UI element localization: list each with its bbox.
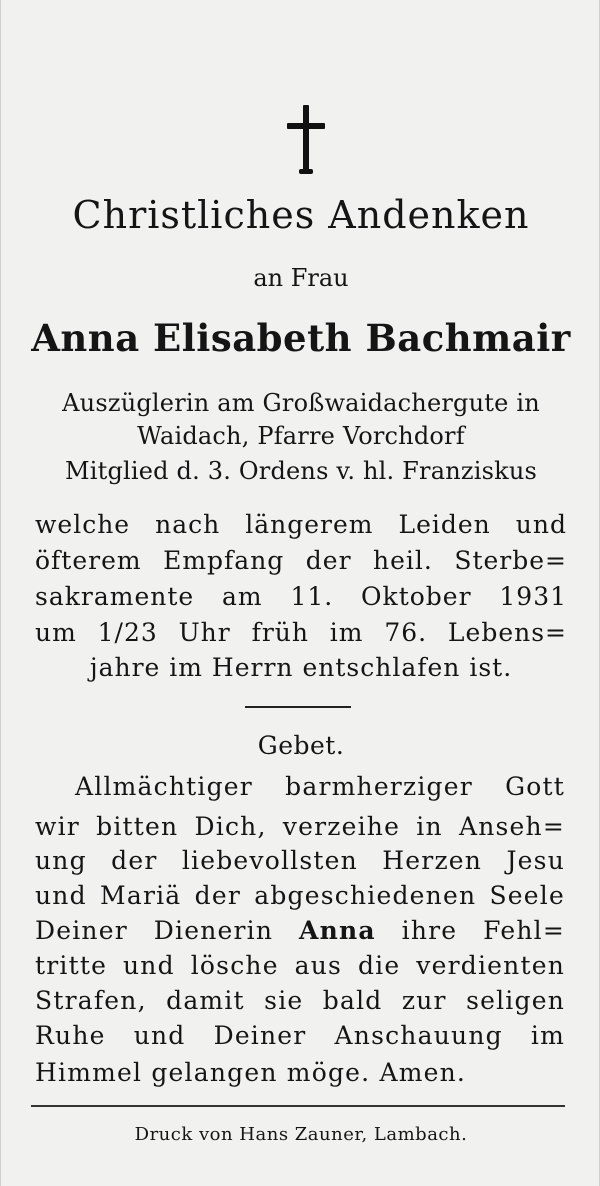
description-line: Waidach, Pfarre Vorchdorf [137,422,465,450]
death-text-line: öfterem Empfang der heil. Sterbe= [35,546,567,575]
prayer-line: wir bitten Dich, verzeihe in Anseh= [35,812,565,841]
death-text-line: sakramente am 11. Oktober 1931 [35,582,567,611]
prayer-line: tritte und lösche aus die verdienten [35,951,565,980]
death-text-line: welche nach längerem Leiden und [35,510,567,539]
prayer-line: und Mariä der abgeschiedenen Seele [35,881,565,910]
latin-cross-icon [287,105,325,175]
deceased-name: Anna Elisabeth Bachmair [31,316,571,360]
prayer-line: Strafen, damit sie bald zur seligen [35,986,565,1015]
prayer-line: Himmel gelangen möge. Amen. [35,1058,467,1087]
prayer-line: Allmächtiger barmherziger Gott [75,772,565,801]
description-line: Auszüglerin am Großwaidachergute in [62,389,540,417]
printer-credit: Druck von Hans Zauner, Lambach. [134,1124,468,1145]
description-line: Mitglied d. 3. Ordens v. hl. Franziskus [64,457,538,485]
prayer-line [35,918,565,943]
prayer-name-bold: Anna [299,916,376,945]
death-text-line: um 1/23 Uhr früh im 76. Lebens= [35,618,567,647]
prayer-heading: Gebet. [257,731,345,760]
card-title: Christliches Andenken [72,193,530,237]
prayer-line: ung der liebevollsten Herzen Jesu [35,846,565,875]
prayer-text: ihre Fehl= [375,916,565,945]
prayer-line: Ruhe und Deiner Anschauung im [35,1021,565,1050]
divider-long [31,1105,565,1107]
divider-short [245,706,351,708]
prayer-text: Deiner Dienerin [35,916,300,945]
salutation: an Frau [253,264,349,292]
death-text-line: jahre im Herrn entschlafen ist. [89,653,513,682]
